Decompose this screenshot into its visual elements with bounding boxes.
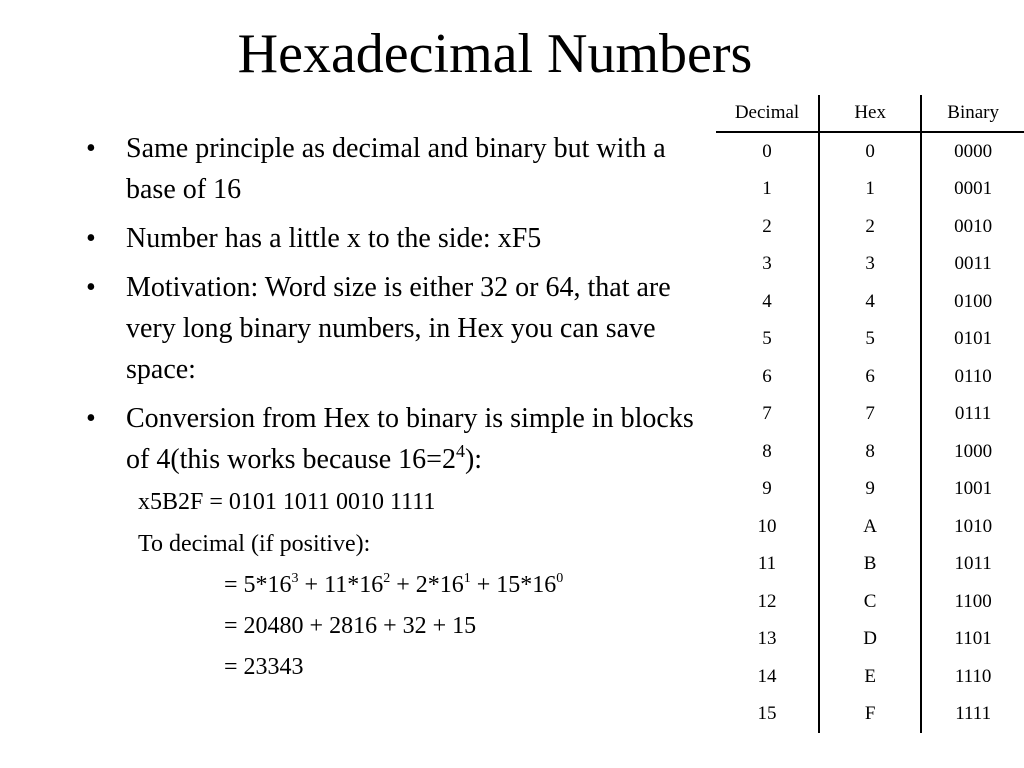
cell-binary: 1010 [954,515,993,537]
bullet-text: Motivation: Word size is either 32 or 64, that are very long binary numbers, in Hex you can save space: [126,272,671,385]
calc-step-2: = 20480 + 2816 + 32 + 15 [224,613,477,639]
bullet-dot: • [86,403,96,434]
cell-decimal: 5 [716,321,819,359]
table-row [716,396,1024,434]
cell-decimal: 6 [716,358,819,396]
cell-decimal: 1 [716,171,819,209]
exponent: 4 [455,441,465,461]
cell-hex: 4 [819,283,921,321]
cell-binary: 1101 [954,628,992,650]
table-row [716,246,1024,284]
cell-hex: D [819,621,921,659]
cell-hex: A [819,508,921,546]
bullet-dot: • [86,133,96,164]
calc-term: + 15*16 [470,572,557,598]
conversion-table [716,95,1024,733]
bullet-text-end: ): [464,444,483,475]
table-row [716,283,1024,321]
table-row [716,132,1024,171]
cell-hex: 3 [819,246,921,284]
cell-binary: 0101 [954,328,993,350]
cell-binary: 1111 [955,703,992,725]
cell-decimal: 15 [716,696,819,734]
cell-hex: 2 [819,208,921,246]
cell-binary: 0010 [954,215,993,237]
cell-decimal: 2 [716,208,819,246]
hex-binary-example: x5B2F = 0101 1011 0010 1111 [138,489,436,515]
cell-binary: 0110 [954,365,992,387]
cell-hex: 9 [819,471,921,509]
cell-hex: E [819,658,921,696]
cell-binary: 0100 [954,290,993,312]
bullet-text: Same principle as decimal and binary but with a base of 16 [126,133,666,205]
cell-hex: B [819,546,921,584]
cell-hex: C [819,583,921,621]
cell-decimal: 14 [716,658,819,696]
cell-hex: 5 [819,321,921,359]
cell-binary: 0001 [954,178,993,200]
cell-decimal: 9 [716,471,819,509]
bullet-list [86,128,706,488]
cell-decimal: 7 [716,396,819,434]
cell-binary: 0000 [954,140,993,162]
calc-term: + 11*16 [298,572,384,598]
cell-decimal: 0 [716,132,819,171]
cell-binary: 1001 [954,478,993,500]
table-row [716,171,1024,209]
calc-step-1 [224,570,563,600]
bullet-item [86,267,706,390]
exponent: 1 [463,571,471,586]
calc-term: + 2*16 [390,572,464,598]
table-row [716,208,1024,246]
calc-result: = 23343 [224,654,304,680]
cell-binary: 1100 [954,590,992,612]
bullet-item [86,128,706,210]
bullet-dot: • [86,223,96,254]
bullet-item [86,218,706,259]
header-decimal: Decimal [716,95,819,132]
slide-title: Hexadecimal Numbers [237,23,753,85]
cell-hex: 7 [819,396,921,434]
cell-binary: 1110 [954,665,992,687]
cell-binary: 1011 [954,553,992,575]
cell-decimal: 10 [716,508,819,546]
exponent: 3 [291,571,299,586]
cell-decimal: 13 [716,621,819,659]
cell-binary: 0111 [954,403,992,425]
cell-decimal: 12 [716,583,819,621]
cell-hex: 8 [819,433,921,471]
table-row [716,471,1024,509]
cell-binary: 1000 [954,440,993,462]
exponent: 0 [556,571,564,586]
table-header-row [716,95,1024,132]
table-row [716,546,1024,584]
table-row [716,321,1024,359]
table-row [716,508,1024,546]
cell-decimal: 11 [716,546,819,584]
table-row [716,658,1024,696]
header-hex: Hex [819,95,921,132]
cell-decimal: 4 [716,283,819,321]
bullet-item [86,398,706,480]
table-row [716,696,1024,734]
calc-term: = 5*16 [224,572,292,598]
cell-binary: 0011 [954,253,992,275]
table-row [716,433,1024,471]
cell-hex: 6 [819,358,921,396]
cell-hex: 1 [819,171,921,209]
bullet-text: Number has a little x to the side: xF5 [126,223,542,254]
cell-decimal: 3 [716,246,819,284]
cell-decimal: 8 [716,433,819,471]
table-row [716,358,1024,396]
cell-hex: 0 [819,132,921,171]
table-row [716,583,1024,621]
bullet-dot: • [86,272,96,303]
exponent: 2 [383,571,391,586]
table-row [716,621,1024,659]
to-decimal-label: To decimal (if positive): [138,531,371,557]
header-binary: Binary [921,95,1024,132]
cell-hex: F [819,696,921,734]
bullet-text: Conversion from Hex to binary is simple in blocks of 4(this works because 16=2 [126,403,694,475]
